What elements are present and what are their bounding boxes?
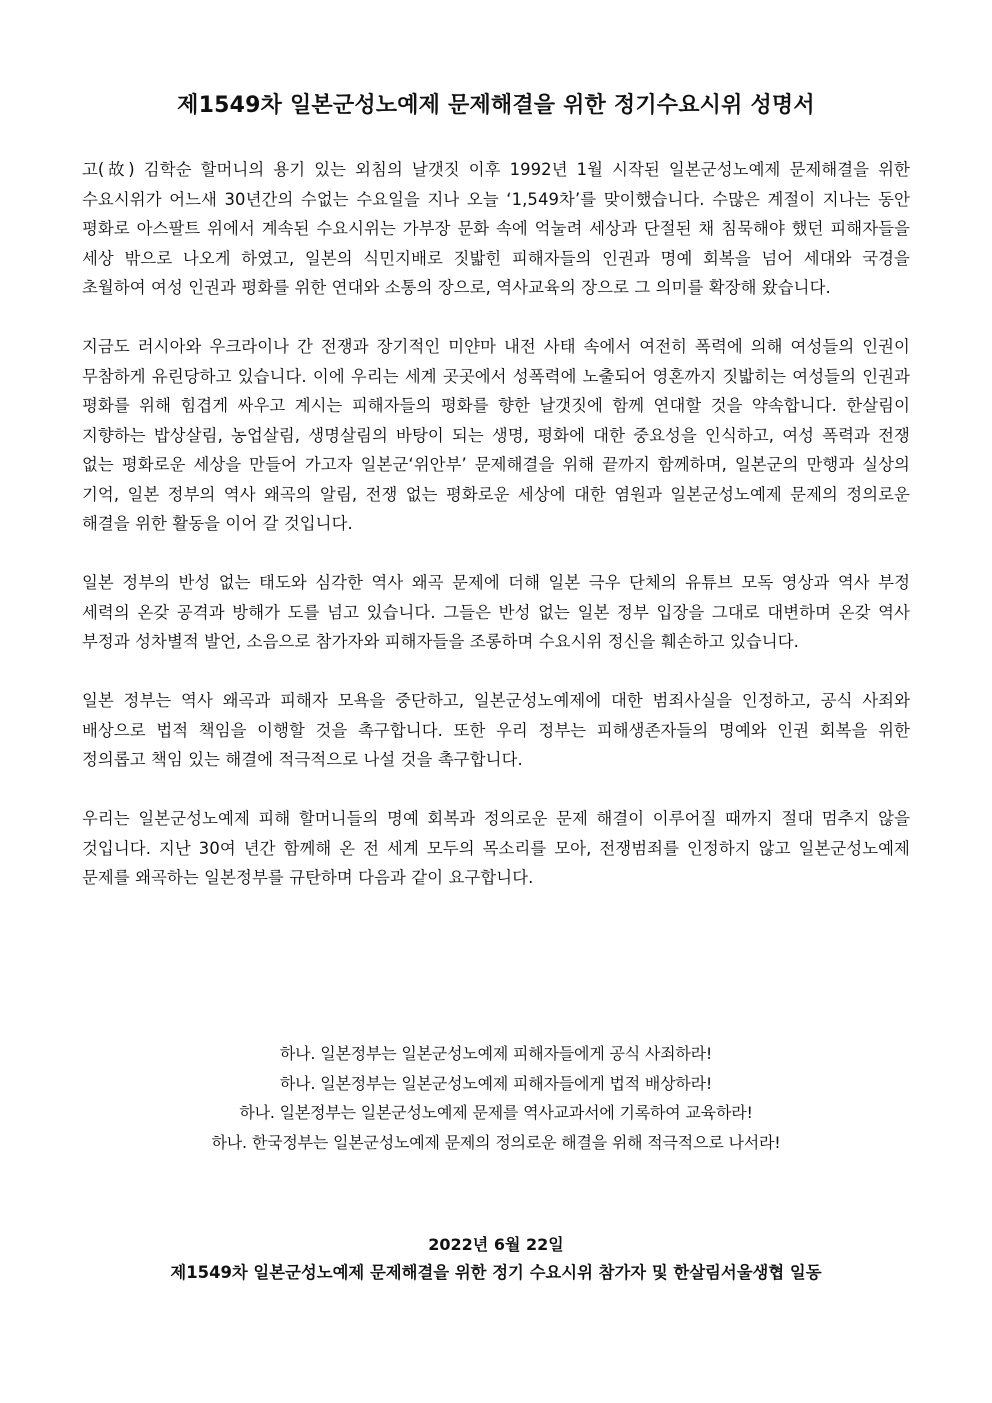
- demand-item-4: 하나. 한국정부는 일본군성노예제 문제의 정의로운 해결을 위해 적극적으로 나서라!: [211, 1132, 781, 1152]
- paragraph-4: 일본 정부는 역사 왜곡과 피해자 모욕을 중단하고, 일본군성노예제에 대한 범죄사실을 인정하고, 공식 사죄와 배상으로 법적 책임을 이행할 것을 촉구합니다. 또한 우리 정부는 피해생존자들의 명예와 인권 회복을 위한 정의롭고 책임 있는 해결에 적극적으로 나설 것을 촉구합니다.: [82, 691, 910, 769]
- demand-item-2: 하나. 일본정부는 일본군성노예제 피해자들에게 법적 배상하라!: [279, 1073, 713, 1093]
- paragraph-2: 지금도 러시아와 우크라이나 간 전쟁과 장기적인 미얀마 내전 사태 속에서 여전히 폭력에 의해 여성들의 인권이 무참하게 유린당하고 있습니다. 이에 우리는 세계 곳곳에서 성폭력에 노출되어 영혼까지 짓밟히는 여성들의 인권과 평화를 위해 힘겹게 싸우고 계시는 피해자들의 평화를 향한 날갯짓에 함께 연대할 것을 약속합니다. 한살림이 지향하는 밥상살림, 농업살림, 생명살림의 바탕이 되는 생명, 평화에 대한 중요성을 인식하고, 여성 폭력과 전쟁 없는 평화로운 세상을 만들어 가고자 일본군‘위안부’ 문제해결을 위해 끝까지 함께하며, 일본군의 만행과 실상의 기억, 일본 정부의 역사 왜곡의 알림, 전쟁 없는 평화로운 세상에 대한 염원과 일본군성노예제 문제의 정의로운 해결을 위한 활동을 이어 갈 것입니다.: [82, 337, 910, 533]
- paragraph-3: 일본 정부의 반성 없는 태도와 심각한 역사 왜곡 문제에 더해 일본 극우 단체의 유튜브 모독 영상과 역사 부정 세력의 온갖 공격과 방해가 도를 넘고 있습니다. 그들은 반성 없는 일본 정부 입장을 그대로 대변하며 온갖 역사 부정과 성차별적 발언, 소음으로 참가자와 피해자들을 조롱하며 수요시위 정신을 훼손하고 있습니다.: [82, 573, 910, 651]
- demands-list: [80, 1039, 912, 1157]
- demand-item-1: 하나. 일본정부는 일본군성노예제 피해자들에게 공식 사죄하라!: [279, 1044, 713, 1063]
- paragraph-1: 고(故) 김학순 할머니의 용기 있는 외침의 날갯짓 이후 1992년 1월 시작된 일본군성노예제 문제해결을 위한 수요시위가 어느새 30년간의 수없는 수요일을 지나 오늘 ‘1,549차’를 맞이했습니다. 수많은 계절이 지나는 동안 평화로 아스팔트 위에서 계속된 수요시위는 가부장 문화 속에 억눌려 세상과 단절된 채 침묵해야 했던 피해자들을 세상 밖으로 나오게 하였고, 일본의 식민지배로 짓밟힌 피해자들의 인권과 명예 회복을 넘어 세대와 국경을 초월하여 여성 인권과 평화를 위한 연대와 소통의 장으로, 역사교육의 장으로 그 의미를 확장해 왔습니다.: [82, 160, 910, 297]
- paragraph-5: 우리는 일본군성노예제 피해 할머니들의 명예 회복과 정의로운 문제 해결이 이루어질 때까지 절대 멈추지 않을 것입니다. 지난 30여 년간 함께해 온 전 세계 모두의 목소리를 모아, 전쟁범죄를 인정하지 않고 일본군성노예제 문제를 왜곡하는 일본정부를 규탄하며 다음과 같이 요구합니다.: [82, 809, 910, 887]
- demand-item-3: 하나. 일본정부는 일본군성노예제 문제를 역사교과서에 기록하여 교육하라!: [239, 1103, 753, 1122]
- statement-date: 2022년 6월 22일: [428, 1235, 564, 1254]
- statement-body: [82, 155, 910, 922]
- document-title: 제1549차 일본군성노예제 문제해결을 위한 정기수요시위 성명서: [177, 93, 815, 118]
- statement-signer: 제1549차 일본군성노예제 문제해결을 위한 정기 수요시위 참가자 및 한살림서울생협 일동: [170, 1263, 822, 1282]
